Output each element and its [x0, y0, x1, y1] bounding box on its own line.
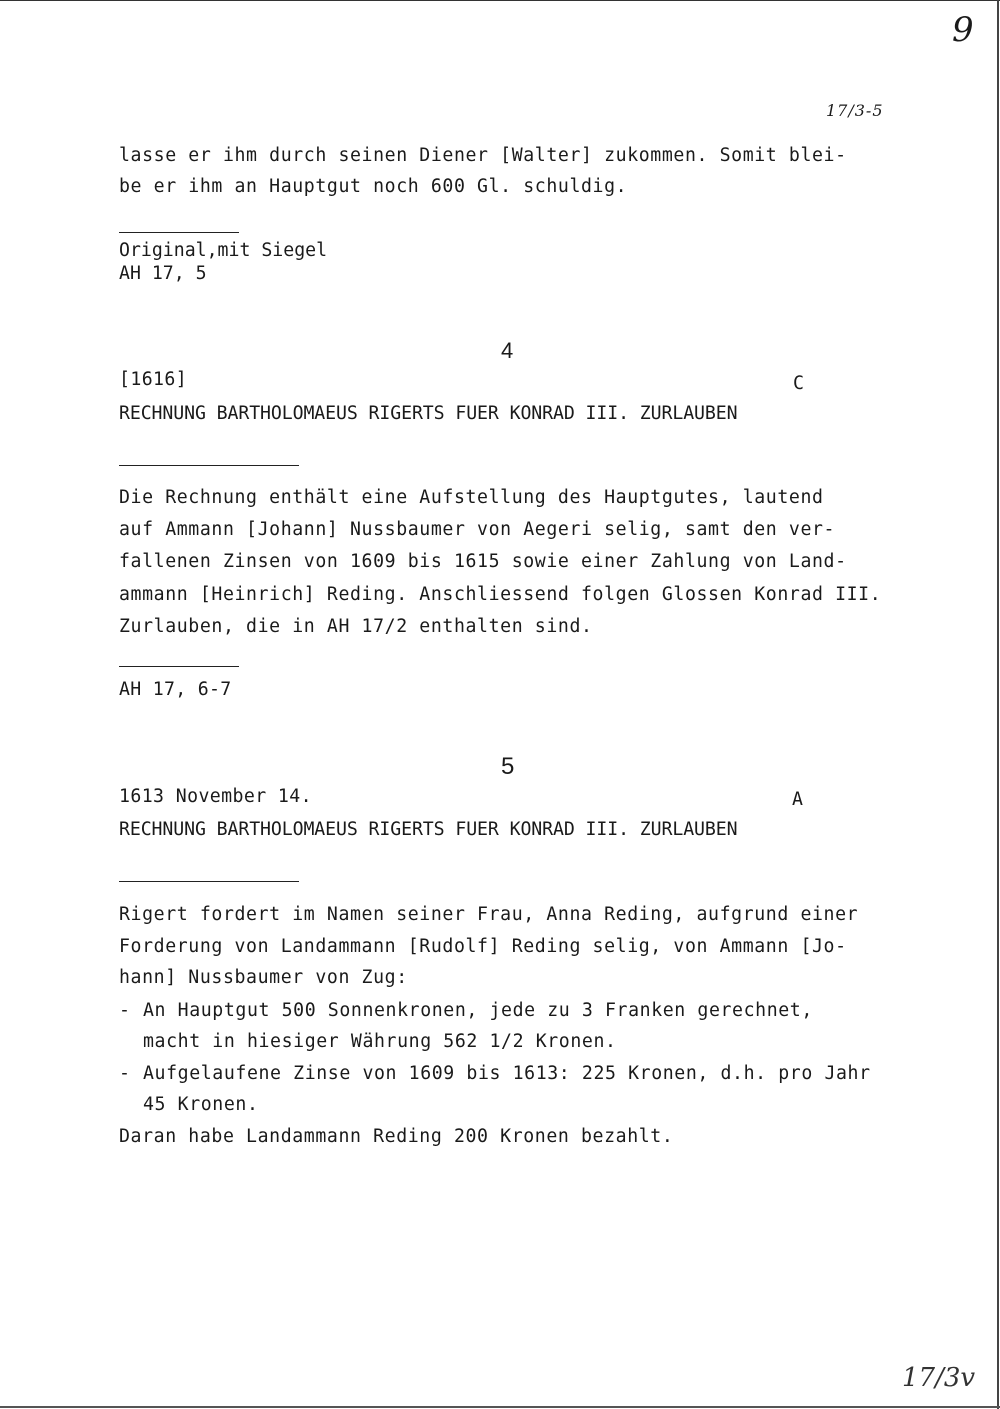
- scan-right-edge: [997, 0, 999, 1409]
- entry-body-line: ammann [Heinrich] Reding. Anschliessend folgen Glossen Konrad III.: [119, 584, 882, 605]
- scan-top-edge: [0, 0, 1000, 1]
- entry-body-line: Die Rechnung enthält eine Aufstellung des Hauptgutes, lautend: [119, 487, 824, 508]
- section-rule: [119, 881, 299, 882]
- closing-line: Daran habe Landammann Reding 200 Kronen bezahlt.: [119, 1126, 674, 1147]
- source-line-2: AH 17, 5: [119, 263, 207, 284]
- entry-body-line: Rigert fordert im Namen seiner Frau, Anna Reding, aufgrund einer: [119, 904, 859, 925]
- entry-number: 5: [501, 753, 515, 780]
- list-item-line: Aufgelaufene Zinse von 1609 bis 1613: 225 Kronen, d.h. pro Jahr: [143, 1063, 871, 1084]
- handwritten-folio-mark: 17/3v: [902, 1363, 976, 1393]
- list-item-line: An Hauptgut 500 Sonnenkronen, jede zu 3 Franken gerechnet,: [143, 1000, 813, 1021]
- intro-line-1: lasse er ihm durch seinen Diener [Walter] zukommen. Somit blei-: [119, 145, 847, 166]
- list-item-line: macht in hiesiger Währung 562 1/2 Kronen.: [143, 1031, 617, 1052]
- entry-date: [1616]: [119, 369, 188, 390]
- entry-title: RECHNUNG BARTHOLOMAEUS RIGERTS FUER KONRAD III. ZURLAUBEN: [119, 403, 738, 424]
- entry-date: 1613 November 14.: [119, 786, 312, 807]
- list-dash: -: [119, 1063, 131, 1084]
- intro-line-2: be er ihm an Hauptgut noch 600 Gl. schuldig.: [119, 176, 628, 197]
- section-rule: [119, 465, 299, 466]
- scan-bottom-edge: [0, 1406, 1000, 1408]
- list-dash: -: [119, 1000, 131, 1021]
- reference-number: 17/3-5: [826, 101, 884, 120]
- entry-body-line: Forderung von Landammann [Rudolf] Reding selig, von Ammann [Jo-: [119, 936, 847, 957]
- entry-body-line: fallenen Zinsen von 1609 bis 1615 sowie einer Zahlung von Land-: [119, 551, 847, 572]
- entry-letter: A: [792, 789, 803, 810]
- entry-number: 4: [501, 338, 514, 363]
- entry-body-line: Zurlauben, die in AH 17/2 enthalten sind.: [119, 616, 593, 637]
- footnote-rule: [119, 232, 239, 233]
- entry-title: RECHNUNG BARTHOLOMAEUS RIGERTS FUER KONRAD III. ZURLAUBEN: [119, 819, 738, 840]
- entry-body-line: auf Ammann [Johann] Nussbaumer von Aegeri selig, samt den ver-: [119, 519, 836, 540]
- footnote-rule: [119, 666, 239, 667]
- source-line-1: Original,mit Siegel: [119, 240, 328, 261]
- entry-letter: C: [793, 373, 804, 394]
- entry-body-line: hann] Nussbaumer von Zug:: [119, 967, 408, 988]
- list-item-line: 45 Kronen.: [143, 1094, 259, 1115]
- entry-source: AH 17, 6-7: [119, 679, 232, 700]
- handwritten-page-number: 9: [952, 10, 974, 50]
